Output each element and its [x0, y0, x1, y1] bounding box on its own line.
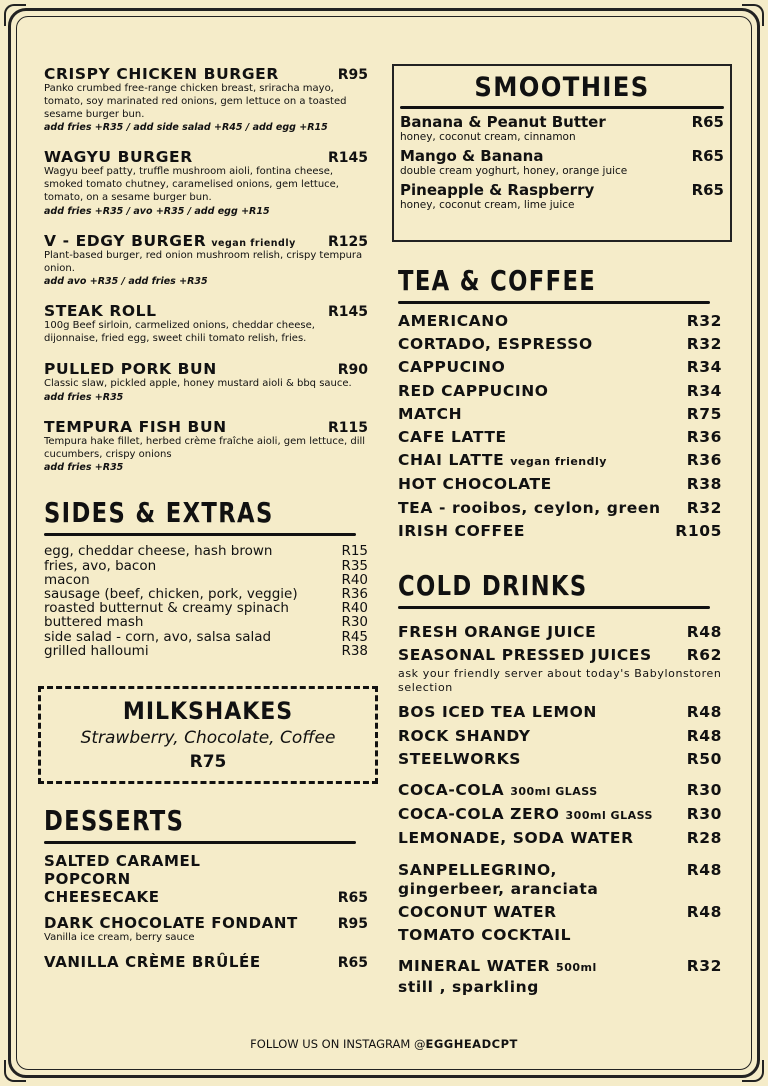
burger-name: WAGYU BURGER — [44, 148, 193, 167]
smoothie-item — [400, 181, 724, 211]
smoothie-name: Banana & Peanut Butter — [400, 113, 606, 131]
drink-item — [398, 497, 722, 520]
side-item — [44, 573, 368, 587]
section-divider — [44, 533, 356, 536]
cold-drinks-list — [398, 621, 722, 999]
burger-item — [44, 417, 368, 475]
smoothies-list — [400, 113, 724, 211]
drink-item — [398, 333, 722, 356]
drink-title — [398, 356, 505, 379]
smoothie-name: Pineapple & Raspberry — [400, 181, 595, 199]
burger-item — [44, 64, 368, 134]
drink-price: R38 — [686, 475, 722, 494]
drink-price: R34 — [686, 358, 722, 377]
burger-name: STEAK ROLL — [44, 302, 157, 321]
drink-item — [398, 520, 722, 543]
burger-name: PULLED PORK BUN — [44, 359, 217, 378]
dessert-name: DARK CHOCOLATE FONDANT — [44, 913, 298, 932]
drink-title — [398, 426, 507, 449]
smoothie-description: honey, coconut cream, lime juice — [400, 199, 575, 211]
side-item — [44, 630, 368, 644]
drink-title — [398, 748, 521, 771]
drink-group — [398, 955, 722, 998]
burger-title — [44, 359, 217, 378]
burger-price: R90 — [337, 361, 368, 378]
dessert-row — [44, 852, 368, 906]
burger-description: Plant-based burger, red onion mushroom relish, crispy tempura onion. — [44, 249, 363, 274]
drink-title — [398, 449, 607, 473]
burger-extras: add avo +R35 / add fries +R35 — [44, 276, 208, 288]
drink-item — [398, 725, 722, 748]
section-title-tea-coffee: TEA & COFFEE — [398, 264, 597, 297]
drink-item — [398, 901, 722, 924]
drink-item — [398, 779, 722, 803]
drink-name: CHAI LATTE — [398, 451, 505, 470]
corner-ornament — [4, 1060, 26, 1082]
drink-subtitle: gingerbeer, aranciata — [398, 879, 599, 898]
burger-name: V - EDGY BURGER — [44, 231, 207, 250]
milkshakes-box — [38, 686, 378, 784]
burger-item — [44, 359, 368, 404]
burger-header — [44, 301, 368, 320]
burger-price: R145 — [327, 304, 368, 321]
milkshakes-price: R75 — [189, 751, 227, 772]
size-tag: 500ml — [556, 961, 597, 975]
section-title-smoothies: SMOOTHIES — [474, 72, 650, 103]
burger-item — [44, 147, 368, 217]
corner-ornament — [742, 1060, 764, 1082]
section-title-cold-drinks: COLD DRINKS — [398, 569, 588, 603]
drink-item — [398, 701, 722, 724]
drink-price: R48 — [686, 623, 722, 642]
burger-description: Classic slaw, pickled apple, honey mustard aioli & bbq sauce. — [44, 377, 352, 389]
drink-group — [398, 779, 722, 851]
dessert-price: R65 — [337, 889, 368, 906]
smoothie-header — [400, 181, 724, 199]
smoothie-header — [400, 147, 724, 165]
desserts-section — [44, 804, 368, 971]
drink-price: R36 — [686, 451, 722, 470]
dessert-price: R95 — [337, 915, 368, 932]
burger-extras: add fries +R35 — [44, 391, 124, 403]
side-name: grilled halloumi — [44, 642, 149, 659]
burger-price: R125 — [327, 233, 368, 250]
drink-item — [398, 644, 722, 667]
dessert-item — [44, 914, 368, 943]
drink-name: SEASONAL PRESSED JUICES — [398, 646, 652, 665]
side-price: R40 — [341, 600, 368, 617]
drink-title — [398, 310, 509, 333]
burger-description: 100g Beef sirloin, carmelized onions, cheddar cheese, dijonnaise, fried egg, sweet chili tomato relish, fries. — [44, 320, 315, 345]
side-price: R38 — [341, 642, 368, 659]
size-tag: 300ml GLASS — [510, 785, 598, 799]
drink-name: RED CAPPUCINO — [398, 381, 549, 400]
drink-price: R30 — [686, 805, 722, 824]
drink-name: BOS ICED TEA LEMON — [398, 703, 597, 722]
side-item — [44, 615, 368, 629]
drink-title — [398, 380, 549, 403]
drink-item — [398, 380, 722, 403]
drink-name: COCONUT WATER — [398, 903, 557, 922]
drink-item — [398, 310, 722, 333]
smoothie-name: Mango & Banana — [400, 147, 544, 165]
side-name: roasted butternut & creamy spinach — [44, 600, 289, 617]
burger-title — [44, 147, 193, 166]
burger-title — [44, 231, 296, 250]
smoothie-header — [400, 113, 724, 131]
burger-price: R145 — [327, 150, 368, 167]
side-price: R35 — [341, 557, 368, 574]
drink-price: R75 — [686, 404, 722, 423]
side-name: macon — [44, 571, 90, 588]
side-price: R40 — [341, 571, 368, 588]
section-divider — [398, 606, 710, 609]
burger-header — [44, 147, 368, 166]
drink-title — [398, 901, 557, 924]
burger-price: R115 — [327, 419, 368, 436]
drink-price: R105 — [675, 521, 722, 540]
side-price: R30 — [341, 614, 368, 631]
drink-title — [398, 473, 552, 496]
drink-item — [398, 473, 722, 496]
side-name: buttered mash — [44, 614, 144, 631]
drink-name: MATCH — [398, 404, 463, 423]
side-price: R36 — [341, 585, 368, 602]
dessert-name: VANILLA CRÈME BRÛLÉE — [44, 952, 261, 971]
drink-title — [398, 621, 596, 644]
burger-description: Tempura hake fillet, herbed crème fraîche aioli, gem lettuce, dill cucumbers, crispy onions — [44, 435, 366, 460]
sides-list — [44, 544, 368, 658]
side-item — [44, 601, 368, 615]
burgers-section — [44, 64, 368, 474]
drink-price: R36 — [686, 428, 722, 447]
drink-title — [398, 779, 598, 803]
drink-name: CORTADO, ESPRESSO — [398, 335, 593, 354]
side-item — [44, 587, 368, 601]
size-tag: 300ml GLASS — [565, 809, 653, 823]
smoothie-item — [400, 113, 724, 143]
burger-name: CRISPY CHICKEN BURGER — [44, 65, 279, 83]
drink-name: COCA-COLA ZERO — [398, 805, 560, 824]
drink-name: TOMATO COCKTAIL — [398, 926, 572, 945]
dessert-item — [44, 953, 368, 971]
side-item — [44, 559, 368, 573]
sides-section — [44, 496, 368, 658]
burger-header — [44, 231, 368, 250]
drink-title — [398, 827, 634, 850]
side-name: sausage (beef, chicken, pork, veggie) — [44, 585, 298, 602]
tea-coffee-list — [398, 310, 722, 543]
drink-name: STEELWORKS — [398, 749, 521, 768]
drink-title — [398, 701, 597, 724]
drink-item — [398, 924, 722, 947]
burger-extras: add fries +R35 / add side salad +R45 / add egg +R15 — [44, 122, 328, 134]
drink-group — [398, 859, 722, 948]
right-column — [398, 64, 722, 999]
smoothie-description: double cream yoghurt, honey, orange juice — [400, 165, 628, 177]
side-name: egg, cheddar cheese, hash brown — [44, 543, 273, 560]
drink-title — [398, 644, 652, 667]
burger-header — [44, 359, 368, 378]
dietary-tag: vegan friendly — [510, 455, 607, 469]
section-divider — [398, 301, 710, 304]
dessert-row — [44, 953, 368, 971]
desserts-list — [44, 852, 368, 971]
drink-price: R62 — [686, 646, 722, 665]
burger-item — [44, 301, 368, 346]
smoothie-price: R65 — [691, 113, 724, 131]
drink-subtitle: still , sparkling — [398, 977, 539, 996]
footer — [0, 1037, 768, 1051]
milkshakes-title: MILKSHAKES — [122, 696, 294, 725]
drink-title — [398, 725, 531, 748]
drink-title — [398, 803, 653, 827]
drink-name: LEMONADE, SODA WATER — [398, 829, 634, 848]
burger-description: Wagyu beef patty, truffle mushroom aioli, fontina cheese, smoked tomato chutney, caramelised onions, gem lettuce, tomato, on a sesame burger bun. — [44, 166, 339, 203]
drink-item — [398, 621, 722, 644]
side-name: fries, avo, bacon — [44, 557, 157, 574]
burger-header — [44, 64, 368, 83]
cold-drinks-section — [398, 569, 722, 999]
drink-price: R32 — [686, 335, 722, 354]
drink-item — [398, 803, 722, 827]
drink-subtitle: ask your friendly server about today's Babylonstoren selection — [398, 667, 722, 695]
drink-item — [398, 403, 722, 426]
drink-item — [398, 827, 722, 850]
drink-name: CAPPUCINO — [398, 358, 506, 377]
burger-title — [44, 417, 227, 436]
milkshakes-flavours: Strawberry, Chocolate, Coffee — [80, 727, 336, 748]
drink-name: ROCK SHANDY — [398, 726, 531, 745]
dessert-description: Vanilla ice cream, berry sauce — [44, 931, 195, 943]
drink-title — [398, 497, 661, 520]
drink-title — [398, 333, 593, 356]
burger-title — [44, 64, 279, 83]
drink-price: R32 — [686, 312, 722, 330]
burger-item — [44, 231, 368, 289]
drink-group — [398, 701, 722, 771]
drink-price: R32 — [686, 957, 722, 976]
side-item — [44, 644, 368, 658]
drink-price: R28 — [686, 829, 722, 848]
drink-item — [398, 748, 722, 771]
burger-header — [44, 417, 368, 436]
drink-name: COCA-COLA — [398, 781, 505, 800]
drink-name: FRESH ORANGE JUICE — [398, 623, 597, 642]
drink-name: MINERAL WATER — [398, 957, 551, 976]
burger-extras: add fries +R35 — [44, 462, 124, 474]
drink-price: R34 — [686, 381, 722, 400]
drink-group — [398, 621, 722, 695]
side-price: R45 — [341, 628, 368, 645]
drink-price: R50 — [686, 749, 722, 768]
burger-extras: add fries +R35 / avo +R35 / add egg +R15 — [44, 205, 270, 217]
smoothie-description: honey, coconut cream, cinnamon — [400, 131, 576, 143]
tea-coffee-section — [398, 264, 722, 543]
left-column — [44, 64, 368, 971]
smoothie-item — [400, 147, 724, 177]
drink-item — [398, 356, 722, 379]
instagram-handle: EGGHEADCPT — [425, 1037, 518, 1051]
section-divider — [400, 106, 724, 109]
corner-ornament — [742, 4, 764, 26]
burger-title — [44, 301, 157, 320]
smoothies-box — [392, 64, 732, 242]
drink-name: TEA - rooibos, ceylon, green — [398, 498, 661, 517]
drink-price: R30 — [686, 781, 722, 800]
side-name: side salad - corn, avo, salsa salad — [44, 628, 272, 645]
drink-name: IRISH COFFEE — [398, 521, 526, 540]
smoothie-price: R65 — [691, 181, 724, 199]
drink-name: HOT CHOCOLATE — [398, 475, 552, 494]
dessert-row — [44, 914, 368, 932]
drink-title — [398, 924, 571, 947]
section-title-desserts: DESSERTS — [44, 803, 185, 837]
footer-text: FOLLOW US ON INSTAGRAM @ — [250, 1037, 426, 1051]
dietary-tag: vegan friendly — [211, 237, 296, 249]
smoothie-price: R65 — [691, 147, 724, 165]
burger-description: Panko crumbed free-range chicken breast, sriracha mayo, tomato, soy marinated red onions, gem lettuce on a toasted sesame burger bun. — [44, 83, 347, 120]
side-item — [44, 544, 368, 558]
drink-name: AMERICANO — [398, 312, 509, 330]
drink-item — [398, 426, 722, 449]
side-price: R15 — [341, 543, 368, 560]
drink-title — [398, 403, 462, 426]
burger-price: R95 — [337, 67, 368, 83]
drink-price: R48 — [686, 903, 722, 922]
drink-price: R48 — [686, 726, 722, 745]
drink-price: R32 — [686, 498, 722, 517]
drink-title — [398, 520, 525, 543]
drink-name: CAFE LATTE — [398, 428, 507, 447]
dessert-price: R65 — [337, 954, 368, 971]
corner-ornament — [4, 4, 26, 26]
burger-name: TEMPURA FISH BUN — [44, 417, 227, 436]
dessert-item — [44, 852, 368, 906]
dessert-name: SALTED CARAMEL POPCORN CHEESECAKE — [44, 851, 201, 906]
section-divider — [44, 841, 356, 844]
drink-price: R48 — [686, 703, 722, 722]
drink-item — [398, 449, 722, 473]
drink-price: R48 — [686, 860, 722, 879]
drink-name: SANPELLEGRINO, — [398, 860, 557, 879]
section-title-sides: SIDES & EXTRAS — [44, 496, 274, 530]
